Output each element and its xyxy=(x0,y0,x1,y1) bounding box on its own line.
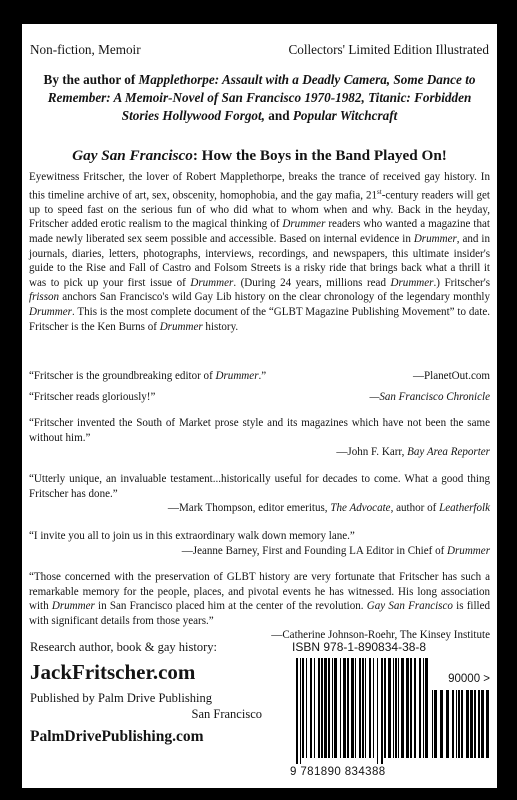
barcode-bar xyxy=(321,658,323,758)
barcode-bar xyxy=(384,658,386,758)
barcode-bar xyxy=(452,690,454,758)
barcode-bar xyxy=(328,658,330,758)
barcode-bar xyxy=(369,658,371,758)
barcode-bar xyxy=(486,690,489,758)
review-quote-1 xyxy=(29,369,490,384)
barcode-bar xyxy=(362,658,364,758)
barcode-block xyxy=(290,640,490,786)
quote-text: “Fritscher reads gloriously!” xyxy=(29,391,156,403)
barcode-bar xyxy=(423,658,424,758)
barcode-bar xyxy=(406,658,409,758)
barcode-bar xyxy=(446,690,449,758)
quote-attribution: —Mark Thompson, editor emeritus, The Advocate, author of Leatherfolk xyxy=(167,502,490,515)
barcode-bar xyxy=(302,658,304,758)
review-quote-4 xyxy=(29,472,490,516)
quote-attribution: —John F. Karr, Bay Area Reporter xyxy=(336,446,490,459)
quote-text: “Those concerned with the preservation of GLBT history are very fortunate that Fritscher has such a remarkable memory for the people, places, and pivotal events he has witnessed. His long association with Drummer in San Francisco placed him at the center of the revolution. Gay San Francisco is filled with significant details from those years.” xyxy=(29,571,491,627)
quote-text: “Fritscher invented the South of Market prose style and its magazines which have not been the same without him.” xyxy=(29,417,490,444)
barcode-bar xyxy=(351,658,354,758)
review-quote-5 xyxy=(29,529,490,558)
barcode-bar xyxy=(340,658,341,758)
barcode-bar xyxy=(419,658,421,758)
barcode-bar xyxy=(381,658,383,764)
genre-label: Non-fiction, Memoir xyxy=(30,42,141,57)
description-blurb: Eyewitness Fritscher, the lover of Robert Mapplethorpe, breaks the trance of received gay history. In this timeline archive of art, sex, obscenity, homophobia, and the gay mafia, 21st-century readers will get up to speed fast on the serious fun of who did what to whom when and why. Back in the heyday, Fritscher added erotic realism to the magical thinking of Drummer readers who wanted a magazine that made newly liberated sex seem possible and accessible. Based on internal evidence in Drummer, and in journals, diaries, letters, photographs, interviews, recordings, and newspapers, this ultimate insider's guide to the Rise and Fall of Castro and Folsom Streets is a risky ride that brings back what a thrill it was to pick up your first issue of Drummer. (During 24 years, millions read Drummer.) Fritscher's frisson anchors San Francisco's wild Gay Lib history on the clear chronology of the legendary monthly Drummer. This is the most complete document of the “GLBT Magazine Publishing Movement” to date. Fritscher is the Ken Burns of Drummer history. xyxy=(29,171,491,333)
quote-text: “Fritscher is the groundbreaking editor of Drummer.” xyxy=(29,370,267,382)
quote-text: “Utterly unique, an invaluable testament...historically useful for decades to come. What a good thing Fritscher has done.” xyxy=(29,473,490,500)
quote-text: “I invite you all to join us in this extraordinary walk down memory lane.” xyxy=(29,530,355,542)
barcode-bar xyxy=(414,658,416,758)
barcode-bar xyxy=(461,690,463,758)
barcode-bar xyxy=(377,658,378,764)
price-code: 90000 > xyxy=(448,673,490,685)
quote-attribution: —Jeanne Barney, First and Founding LA Editor in Chief of Drummer xyxy=(181,544,490,557)
barcode-bar xyxy=(393,658,394,758)
barcode-bar xyxy=(300,658,301,764)
author-website-link[interactable]: JackFritscher.com xyxy=(30,660,196,684)
header-row xyxy=(30,42,489,58)
barcode-bar xyxy=(425,658,428,758)
edition-label: Collectors' Limited Edition Illustrated xyxy=(288,42,489,57)
barcode-bar xyxy=(388,658,391,758)
barcode-bar xyxy=(456,690,457,758)
barcode-bar xyxy=(458,690,460,758)
barcode-digits: 9 781890 834388 xyxy=(290,766,386,778)
barcode-bar xyxy=(355,658,356,758)
research-label: Research author, book & gay history: xyxy=(30,640,217,654)
review-quote-6 xyxy=(29,570,490,643)
book-subtitle: : How the Boys in the Band Played On! xyxy=(192,147,447,164)
barcode-bar xyxy=(410,658,412,758)
barcode-bar xyxy=(365,658,366,758)
review-quote-2 xyxy=(29,390,490,405)
previous-book-last: Popular Witchcraft xyxy=(292,108,398,123)
book-title: Gay San Francisco xyxy=(72,147,193,164)
publisher-city: San Francisco xyxy=(191,707,262,721)
barcode-bar xyxy=(395,658,397,758)
barcode-bar xyxy=(347,658,349,758)
barcode-bar xyxy=(401,658,404,758)
previous-books: Mapplethorpe: Assault with a Deadly Camera, Some Dance to Remember: A Memoir-Novel of San Francisco 1970-1982, Titanic: Forbidden Stories Hollywood Forgot, xyxy=(47,72,476,123)
barcode-bar xyxy=(334,658,337,758)
publisher-name: Published by Palm Drive Publishing xyxy=(30,691,212,705)
barcode-bar xyxy=(466,690,469,758)
barcode-bar xyxy=(296,658,298,764)
quote-attribution: —San Francisco Chronicle xyxy=(369,391,490,403)
barcode-bar xyxy=(324,658,327,758)
publisher-website-link[interactable]: PalmDrivePublishing.com xyxy=(30,728,204,745)
barcode-bar xyxy=(314,658,315,758)
isbn-label: ISBN 978-1-890834-38-8 xyxy=(292,640,427,654)
barcode-bar xyxy=(470,690,473,758)
barcode-bar xyxy=(310,658,312,758)
barcode-bar xyxy=(474,690,476,758)
barcode-bar xyxy=(481,690,484,758)
quote-attribution: —PlanetOut.com xyxy=(412,370,490,382)
barcode-bar xyxy=(332,658,333,758)
barcode-bar xyxy=(434,690,437,758)
publisher-info xyxy=(30,639,270,746)
barcode-bar xyxy=(306,658,307,758)
barcode-bar xyxy=(478,690,480,758)
quote-attribution: —Catherine Johnson-Roehr, The Kinsey Institute xyxy=(271,629,490,642)
barcode-bar xyxy=(373,658,374,758)
book-back-cover xyxy=(22,24,497,788)
barcode-bar xyxy=(359,658,361,758)
book-headline xyxy=(22,147,497,165)
barcode-bar xyxy=(343,658,346,758)
barcode-bar xyxy=(398,658,399,758)
barcode-bar xyxy=(432,690,433,758)
review-quote-3 xyxy=(29,416,490,460)
barcode-bar xyxy=(440,690,443,758)
barcode-bar xyxy=(318,658,320,758)
author-credits: By the author of Mapplethorpe: Assault with a Deadly Camera, Some Dance to Remember: A Memoir-Novel of San Francisco 1970-1982, Titanic: Forbidden Stories Hollywood Forgot, and Popular Witchcraft xyxy=(43,72,476,123)
